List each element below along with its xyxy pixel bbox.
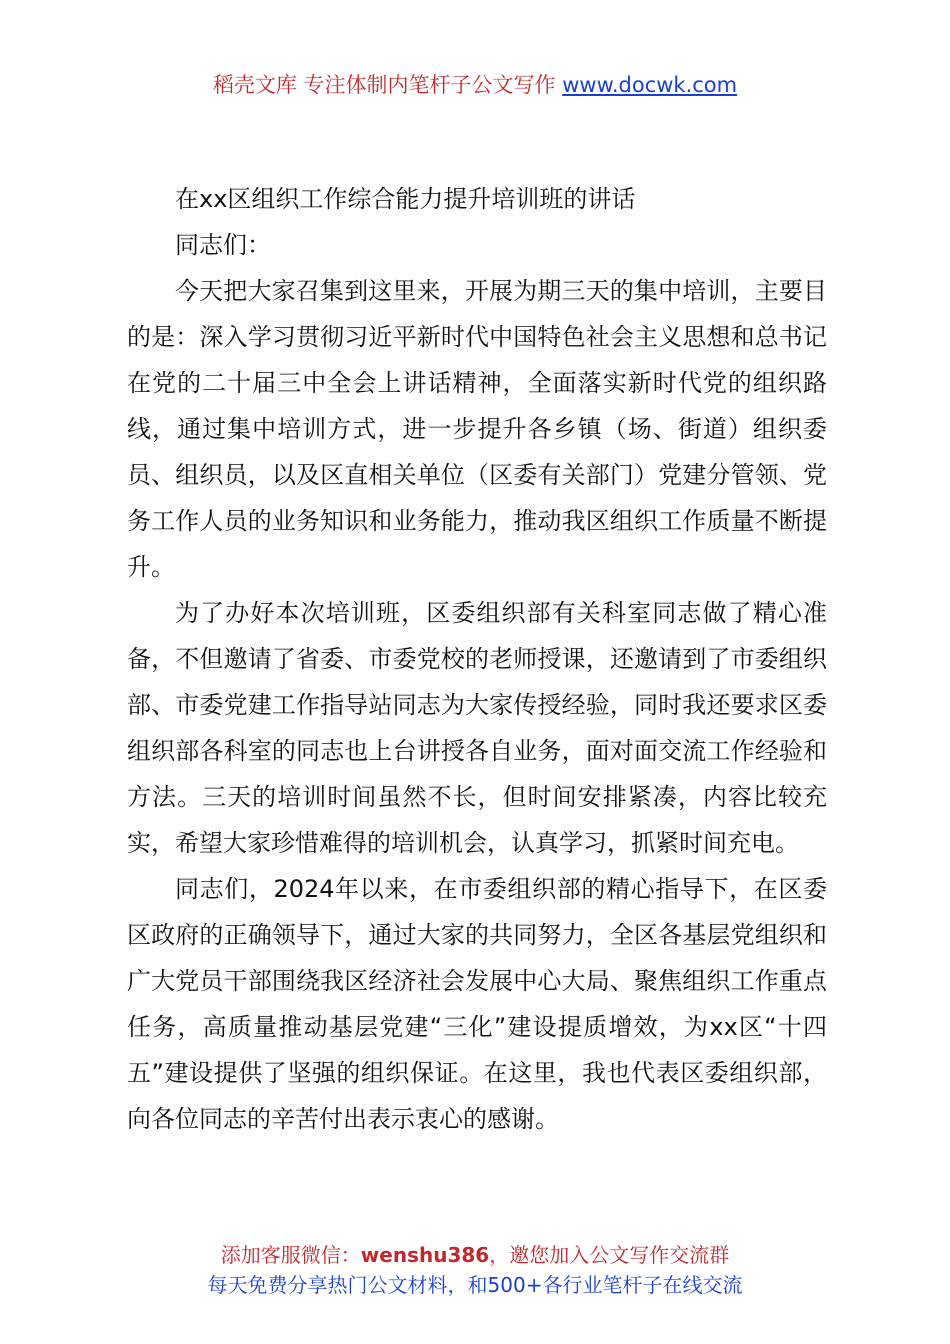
document-body bbox=[127, 176, 827, 1142]
paragraph-3: 同志们，2024年以来，在市委组织部的精心指导下，在区委区政府的正确领导下，通过大家的共同努力，全区各基层党组织和广大党员干部围绕我区经济社会发展中心大局、聚焦组织工作重点任务，高质量推动基层党建“三化”建设提质增效，为xx区“十四五”建设提供了坚强的组织保证。在这里，我也代表区委组织部，向各位同志的辛苦付出表示衷心的感谢。 bbox=[127, 875, 827, 1133]
page-header bbox=[0, 70, 950, 100]
paragraph-1: 今天把大家召集到这里来，开展为期三天的集中培训，主要目的是：深入学习贯彻习近平新时代中国特色社会主义思想和总书记在党的二十届三中全会上讲话精神，全面落实新时代党的组织路线，通过集中培训方式，进一步提升各乡镇（场、街道）组织委员、组织员，以及区直相关单位（区委有关部门）党建分管领、党务工作人员的业务知识和业务能力，推动我区组织工作质量不断提升。 bbox=[127, 277, 827, 581]
document-title: 在xx区组织工作综合能力提升培训班的讲话 bbox=[175, 185, 636, 213]
footer-share-line: 每天免费分享热门公文材料，和500+各行业笔杆子在线交流 bbox=[207, 1273, 743, 1297]
page-footer bbox=[0, 1240, 950, 1300]
paragraph-2: 为了办好本次培训班，区委组织部有关科室同志做了精心准备，不但邀请了省委、市委党校的老师授课，还邀请到了市委组织部、市委党建工作指导站同志为大家传授经验，同时我还要求区委组织部各科室的同志也上台讲授各自业务，面对面交流工作经验和方法。三天的培训时间虽然不长，但时间安排紧凑，内容比较充实，希望大家珍惜难得的培训机会，认真学习，抓紧时间充电。 bbox=[127, 599, 827, 857]
header-brand: 稻壳文库 专注体制内笔杆子公文写作 bbox=[212, 73, 556, 97]
header-url-link[interactable]: www.docwk.com bbox=[562, 73, 738, 97]
footer-line1-suffix: ，邀您加入公文写作交流群 bbox=[489, 1243, 730, 1267]
footer-line1-prefix: 添加客服微信： bbox=[220, 1243, 361, 1267]
footer-contact-line bbox=[0, 1240, 950, 1270]
wechat-id: wenshu386 bbox=[360, 1243, 490, 1267]
salutation: 同志们： bbox=[175, 231, 271, 259]
